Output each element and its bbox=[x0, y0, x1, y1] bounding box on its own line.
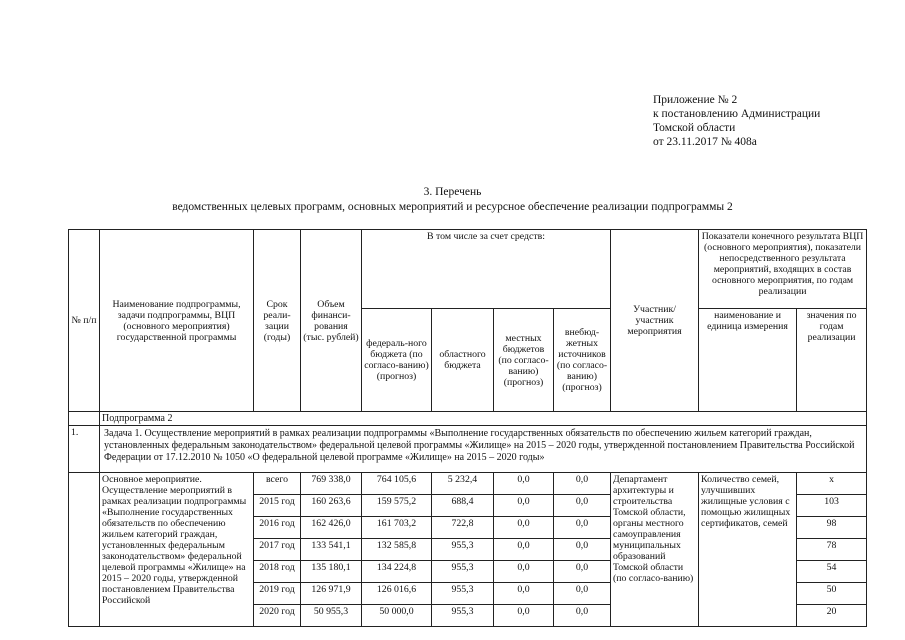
row-volume: 135 180,1 bbox=[301, 561, 362, 583]
subprogram-label: Подпрограмма 2 bbox=[100, 412, 867, 426]
row-value: 103 bbox=[797, 495, 867, 517]
row-term: 2016 год bbox=[254, 517, 301, 539]
row-local: 0,0 bbox=[494, 539, 554, 561]
row-value: x bbox=[797, 473, 867, 495]
row-volume: 160 263,6 bbox=[301, 495, 362, 517]
row-federal: 159 575,2 bbox=[362, 495, 432, 517]
row-extra: 0,0 bbox=[554, 539, 611, 561]
appendix-line-1: Приложение № 2 bbox=[653, 94, 738, 106]
header-local: местных бюджетов (по согласо-ванию) (прогноз) bbox=[494, 309, 554, 412]
document-title-line-2: ведомственных целевых программ, основных мероприятий и ресурсное обеспечение реализации подпрограммы 2 bbox=[172, 201, 733, 213]
row-term: 2019 год bbox=[254, 583, 301, 605]
measure-name: Основное мероприятие. Осуществление мероприятий в рамках реализации подпрограммы «Выполнение государственных обязательств по обеспечению жильем категорий граждан, установленных федеральным законодательством» федеральной целевой программы «Жилище» на 2015 – 2020 годы, утвержденной постановлением Правительства Российской bbox=[100, 473, 254, 627]
header-federal: федераль-ного бюджета (по согласо-ванию) (прогноз) bbox=[362, 309, 432, 412]
header-term: Срок реали-зации (годы) bbox=[254, 230, 301, 412]
row-regional: 5 232,4 bbox=[432, 473, 494, 495]
row-regional: 955,3 bbox=[432, 561, 494, 583]
row-extra: 0,0 bbox=[554, 473, 611, 495]
task-text: Задача 1. Осуществление мероприятий в рамках реализации подпрограммы «Выполнение государственных обязательств по обеспечению жильем категорий граждан, установленных федеральным законодательством» федеральной целевой программы «Жилище» на 2015 – 2020 годы, утвержденной постановлением Правительства Российской Федерации от 17.12.2010 № 1050 «О федеральной целевой программе «Жилище» на 2015 – 2020 годы» bbox=[100, 426, 867, 473]
document-title-line-1: 3. Перечень bbox=[423, 186, 482, 198]
row-volume: 50 955,3 bbox=[301, 605, 362, 627]
row-value: 78 bbox=[797, 539, 867, 561]
row-local: 0,0 bbox=[494, 473, 554, 495]
row-federal: 134 224,8 bbox=[362, 561, 432, 583]
row-term: 2020 год bbox=[254, 605, 301, 627]
row-value: 98 bbox=[797, 517, 867, 539]
header-participant: Участник/ участник мероприятия bbox=[611, 230, 699, 412]
row-volume: 126 971,9 bbox=[301, 583, 362, 605]
row-extra: 0,0 bbox=[554, 517, 611, 539]
header-volume: Объем финанси-рования (тыс. рублей) bbox=[301, 230, 362, 412]
header-regional: областного бюджета bbox=[432, 309, 494, 412]
indicator-cell: Количество семей, улучшивших жилищные условия с помощью жилищных сертификатов, семей bbox=[699, 473, 797, 627]
row-extra: 0,0 bbox=[554, 495, 611, 517]
table-row bbox=[69, 473, 867, 495]
row-value: 50 bbox=[797, 583, 867, 605]
row-extra: 0,0 bbox=[554, 583, 611, 605]
header-indicators: Показатели конечного результата ВЦП (основного мероприятия), показатели непосредственного результата мероприятий, входящих в состав основного мероприятия, по годам реализации bbox=[699, 230, 867, 309]
appendix-line-3: Томской области bbox=[653, 122, 736, 134]
row-local: 0,0 bbox=[494, 605, 554, 627]
row-federal: 126 016,6 bbox=[362, 583, 432, 605]
table-header-row-1 bbox=[69, 230, 867, 309]
participant-cell: Департамент архитектуры и строительства Томской области, органы местного самоуправления муниципальных образований Томской области (по согласо-ванию) bbox=[611, 473, 699, 627]
subprogram-row bbox=[69, 412, 867, 426]
header-num: № п/п bbox=[69, 230, 100, 412]
header-name: Наименование подпрограммы, задачи подпрограммы, ВЦП (основного мероприятия) государственной программы bbox=[100, 230, 254, 412]
row-term: всего bbox=[254, 473, 301, 495]
task-row bbox=[69, 426, 867, 473]
row-regional: 955,3 bbox=[432, 583, 494, 605]
row-local: 0,0 bbox=[494, 495, 554, 517]
header-including: В том числе за счет средств: bbox=[362, 230, 611, 309]
row-value: 54 bbox=[797, 561, 867, 583]
task-num: 1. bbox=[69, 426, 100, 473]
row-federal: 50 000,0 bbox=[362, 605, 432, 627]
row-local: 0,0 bbox=[494, 583, 554, 605]
row-federal: 161 703,2 bbox=[362, 517, 432, 539]
appendix-line-4: от 23.11.2017 № 408а bbox=[653, 136, 757, 148]
row-federal: 764 105,6 bbox=[362, 473, 432, 495]
row-volume: 162 426,0 bbox=[301, 517, 362, 539]
row-regional: 722,8 bbox=[432, 517, 494, 539]
row-term: 2018 год bbox=[254, 561, 301, 583]
row-local: 0,0 bbox=[494, 517, 554, 539]
row-federal: 132 585,8 bbox=[362, 539, 432, 561]
header-indicator-name: наименование и единица измерения bbox=[699, 309, 797, 412]
row-regional: 955,3 bbox=[432, 605, 494, 627]
appendix-block bbox=[653, 93, 820, 149]
row-volume: 133 541,1 bbox=[301, 539, 362, 561]
header-extra: внебюд-жетных источников (по согласо-ванию) (прогноз) bbox=[554, 309, 611, 412]
program-table bbox=[68, 229, 867, 627]
row-volume: 769 338,0 bbox=[301, 473, 362, 495]
row-local: 0,0 bbox=[494, 561, 554, 583]
row-value: 20 bbox=[797, 605, 867, 627]
appendix-line-2: к постановлению Администрации bbox=[653, 108, 821, 120]
row-regional: 955,3 bbox=[432, 539, 494, 561]
header-indicator-values: значения по годам реализации bbox=[797, 309, 867, 412]
row-regional: 688,4 bbox=[432, 495, 494, 517]
row-extra: 0,0 bbox=[554, 605, 611, 627]
row-extra: 0,0 bbox=[554, 561, 611, 583]
row-term: 2015 год bbox=[254, 495, 301, 517]
row-term: 2017 год bbox=[254, 539, 301, 561]
